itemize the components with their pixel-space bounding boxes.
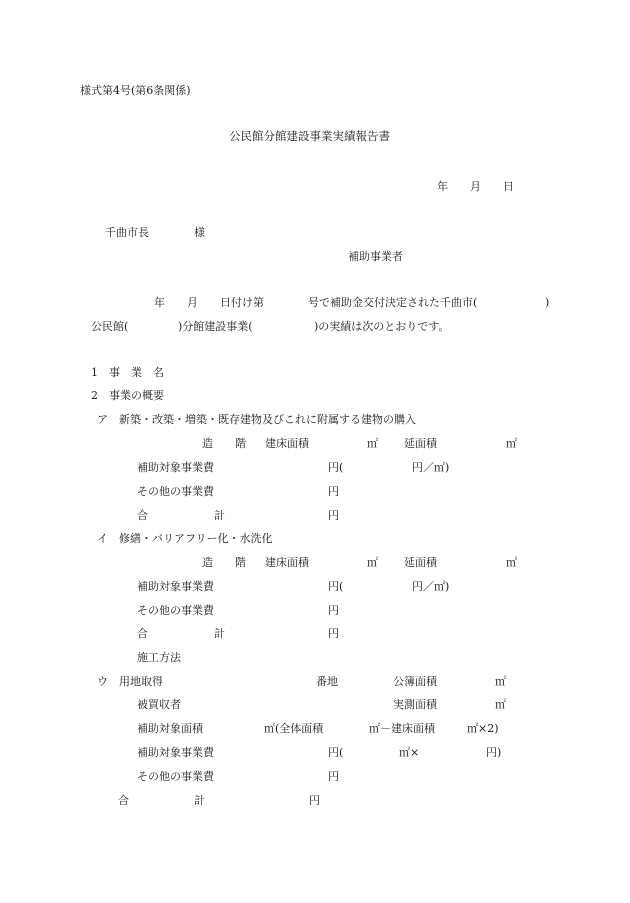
item-a-m2-2: ㎡ — [506, 437, 517, 450]
item-a-other-cost: その他の事業費 — [137, 485, 214, 498]
form-number: 様式第4号(第6条関係) — [80, 84, 191, 97]
item-u-total2: 計 — [194, 794, 205, 807]
applicant-label: 補助事業者 — [348, 250, 403, 263]
item-i-total-yen: 円 — [328, 627, 339, 640]
item-a-yen-per-m2: 円／㎡) — [412, 461, 450, 474]
item-i-total2: 計 — [214, 627, 225, 640]
item-u-registry-area: 公簿面積 — [393, 675, 437, 688]
item-u-seller: 被買収者 — [137, 698, 181, 711]
item-a-total2: 計 — [214, 509, 225, 522]
item-u-m2-times: ㎡× — [399, 746, 420, 759]
item-u-minus-floor: ㎡－建床面積 — [369, 722, 435, 735]
item-u-m2-2: ㎡ — [495, 698, 506, 711]
body-line2-c: )の実績は次のとおりです。 — [314, 320, 450, 333]
item-i-total-area: 延面積 — [404, 556, 437, 569]
item-a-floor-area: 建床面積 — [265, 437, 309, 450]
item-i-total: 合 — [137, 627, 148, 640]
body-line2-b: )分館建設事業( — [178, 320, 253, 333]
item-a-total: 合 — [137, 509, 148, 522]
item-i-m2-2: ㎡ — [506, 556, 517, 569]
item-u-measured-area: 実測面積 — [393, 698, 437, 711]
body-line1-c: ) — [545, 296, 550, 309]
item-u-banchi: 番地 — [316, 675, 338, 688]
item-i-other-yen: 円 — [328, 604, 339, 617]
item-i-m2-1: ㎡ — [367, 556, 378, 569]
item-u-subsidy-cost: 補助対象事業費 — [137, 746, 214, 759]
item-u-m2-1: ㎡ — [495, 675, 506, 688]
item-u-heading: ウ 用地取得 — [97, 675, 163, 688]
page-title: 公民館分館建設事業実績報告書 — [229, 129, 390, 143]
item-u-total-yen: 円 — [309, 794, 320, 807]
item-u-times2: ㎡×2) — [467, 722, 499, 735]
item-u-total: 合 — [118, 794, 129, 807]
item-u-subsidy-area: 補助対象面積 — [137, 722, 203, 735]
body-line2-a: 公民館( — [91, 320, 129, 333]
item-i-structure: 造 階 — [202, 556, 246, 569]
item-i-subsidy-cost: 補助対象事業費 — [137, 580, 214, 593]
item-i-yen-paren: 円( — [328, 580, 344, 593]
item-i-other-cost: その他の事業費 — [137, 604, 214, 617]
addressee-name: 千曲市長 — [105, 226, 149, 239]
item-a-other-yen: 円 — [328, 485, 339, 498]
item-u-formula: ㎡(全体面積 — [264, 722, 324, 735]
item-a-subsidy-cost: 補助対象事業費 — [137, 461, 214, 474]
item-i-heading: イ 修繕・バリアフリー化・水洗化 — [97, 532, 273, 545]
item-i-yen-per-m2: 円／㎡) — [412, 580, 450, 593]
item-a-structure: 造 階 — [202, 437, 246, 450]
item-a-total-area: 延面積 — [404, 437, 437, 450]
body-line1-a: 年 月 日付け第 — [154, 296, 264, 309]
item-u-other-yen: 円 — [328, 770, 339, 783]
body-line1-b: 号で補助金交付決定された千曲市( — [308, 296, 478, 309]
item-u-yen-close: 円) — [486, 746, 502, 759]
item-a-heading: ア 新築・改築・増築・既存建物及びこれに附属する建物の購入 — [97, 413, 416, 426]
item-a-m2-1: ㎡ — [367, 437, 378, 450]
section-1-project-name: 1 事 業 名 — [91, 366, 164, 379]
item-a-yen-paren: 円( — [328, 461, 344, 474]
date-line: 年 月 日 — [437, 180, 514, 193]
item-u-other-cost: その他の事業費 — [137, 770, 214, 783]
addressee-honorific: 様 — [194, 226, 205, 239]
item-a-total-yen: 円 — [328, 509, 339, 522]
item-i-floor-area: 建床面積 — [265, 556, 309, 569]
item-i-method: 施工方法 — [137, 651, 181, 664]
item-u-yen-paren: 円( — [328, 746, 344, 759]
section-2-overview: 2 事業の概要 — [91, 389, 164, 402]
